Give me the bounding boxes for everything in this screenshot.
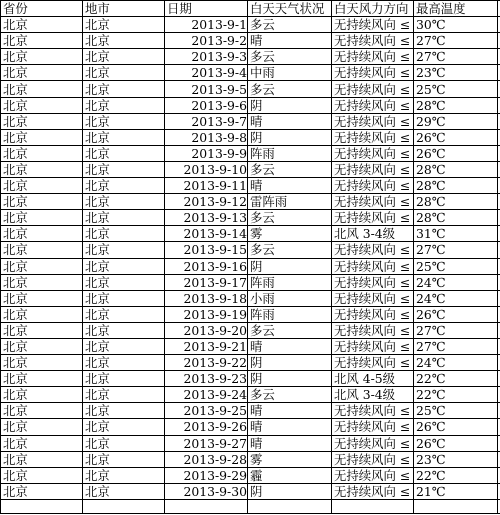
cell-date[interactable]: 2013-9-14 [165, 226, 248, 242]
cell-max-temp[interactable]: 25℃ [414, 403, 498, 419]
empty-cell[interactable] [83, 499, 165, 513]
cell-city[interactable]: 北京 [83, 178, 165, 194]
cell-max-temp[interactable]: 25℃ [414, 258, 498, 274]
cell-date[interactable]: 2013-9-18 [165, 290, 248, 306]
cell-province[interactable]: 北京 [1, 322, 83, 338]
cell-weather[interactable]: 晴 [248, 178, 332, 194]
cell-date[interactable]: 2013-9-29 [165, 467, 248, 483]
cell-wind[interactable]: 无持续风向 ≤ [332, 113, 414, 129]
cell-province[interactable]: 北京 [1, 226, 83, 242]
cell-province[interactable]: 北京 [1, 17, 83, 33]
cell-weather[interactable]: 多云 [248, 81, 332, 97]
cell-weather[interactable]: 多云 [248, 322, 332, 338]
header-row [1, 1, 500, 17]
cell-weather[interactable]: 阴 [248, 129, 332, 145]
cell-date[interactable]: 2013-9-23 [165, 371, 248, 387]
cell-max-temp[interactable]: 24℃ [414, 355, 498, 371]
cell-max-temp[interactable]: 22℃ [414, 387, 498, 403]
cell-wind[interactable]: 无持续风向 ≤ [332, 419, 414, 435]
cell-weather[interactable]: 多云 [248, 17, 332, 33]
table-row [1, 161, 500, 177]
cell-max-temp[interactable]: 23℃ [414, 65, 498, 81]
cell-date[interactable]: 2013-9-20 [165, 322, 248, 338]
cell-province[interactable]: 北京 [1, 403, 83, 419]
cell-weather[interactable]: 阵雨 [248, 274, 332, 290]
cell-date[interactable]: 2013-9-3 [165, 49, 248, 65]
cell-wind[interactable]: 无持续风向 ≤ [332, 161, 414, 177]
cell-weather[interactable]: 雷阵雨 [248, 194, 332, 210]
cell-city[interactable]: 北京 [83, 65, 165, 81]
cell-weather[interactable]: 晴 [248, 435, 332, 451]
cell-wind[interactable]: 无持续风向 ≤ [332, 290, 414, 306]
table-row [1, 81, 500, 97]
cell-city[interactable]: 北京 [83, 145, 165, 161]
cell-weather[interactable]: 阴 [248, 258, 332, 274]
cell-wind[interactable]: 无持续风向 ≤ [332, 435, 414, 451]
empty-cell[interactable] [248, 499, 332, 513]
cell-province[interactable]: 北京 [1, 483, 83, 499]
table-row [1, 467, 500, 483]
cell-wind[interactable]: 无持续风向 ≤ [332, 81, 414, 97]
cell-province[interactable]: 北京 [1, 371, 83, 387]
cell-date[interactable]: 2013-9-30 [165, 483, 248, 499]
table-row [1, 483, 500, 499]
cell-province[interactable]: 北京 [1, 49, 83, 65]
cell-wind[interactable]: 无持续风向 ≤ [332, 65, 414, 81]
cell-city[interactable]: 北京 [83, 371, 165, 387]
table-row [1, 49, 500, 65]
cell-city[interactable]: 北京 [83, 338, 165, 354]
cell-max-temp[interactable]: 26℃ [414, 145, 498, 161]
cell-wind[interactable]: 北风 3-4级 [332, 387, 414, 403]
table-row [1, 306, 500, 322]
cell-city[interactable]: 北京 [83, 242, 165, 258]
cell-city[interactable]: 北京 [83, 483, 165, 499]
empty-cell[interactable] [332, 499, 414, 513]
cell-wind[interactable]: 北风 3-4级 [332, 226, 414, 242]
cell-city[interactable]: 北京 [83, 419, 165, 435]
cell-date[interactable]: 2013-9-16 [165, 258, 248, 274]
cell-wind[interactable]: 无持续风向 ≤ [332, 483, 414, 499]
cell-wind[interactable]: 无持续风向 ≤ [332, 306, 414, 322]
cell-max-temp[interactable]: 24℃ [414, 274, 498, 290]
cell-province[interactable]: 北京 [1, 113, 83, 129]
cell-wind[interactable]: 无持续风向 ≤ [332, 355, 414, 371]
cell-max-temp[interactable]: 28℃ [414, 178, 498, 194]
cell-date[interactable]: 2013-9-28 [165, 451, 248, 467]
table-row [1, 274, 500, 290]
cell-max-temp[interactable]: 27℃ [414, 33, 498, 49]
cell-wind[interactable]: 无持续风向 ≤ [332, 145, 414, 161]
cell-weather[interactable]: 阵雨 [248, 306, 332, 322]
cell-province[interactable]: 北京 [1, 33, 83, 49]
cell-province[interactable]: 北京 [1, 194, 83, 210]
cell-wind[interactable]: 无持续风向 ≤ [332, 258, 414, 274]
cell-weather[interactable]: 多云 [248, 161, 332, 177]
cell-max-temp[interactable]: 26℃ [414, 306, 498, 322]
cell-max-temp[interactable]: 26℃ [414, 435, 498, 451]
table-row [1, 258, 500, 274]
table-row [1, 435, 500, 451]
table-row [1, 210, 500, 226]
cell-wind[interactable]: 无持续风向 ≤ [332, 97, 414, 113]
table-row [1, 113, 500, 129]
cell-province[interactable]: 北京 [1, 435, 83, 451]
cell-city[interactable]: 北京 [83, 387, 165, 403]
table-row [1, 419, 500, 435]
table-row [1, 338, 500, 354]
cell-weather[interactable]: 晴 [248, 113, 332, 129]
cell-city[interactable]: 北京 [83, 306, 165, 322]
cell-weather[interactable]: 阴 [248, 483, 332, 499]
cell-date[interactable]: 2013-9-13 [165, 210, 248, 226]
cell-wind[interactable]: 无持续风向 ≤ [332, 338, 414, 354]
cell-date[interactable]: 2013-9-2 [165, 33, 248, 49]
cell-date[interactable]: 2013-9-21 [165, 338, 248, 354]
table-row [1, 403, 500, 419]
header-cell-max-temp[interactable]: 最高温度 [414, 1, 498, 17]
cell-date[interactable]: 2013-9-19 [165, 306, 248, 322]
cell-date[interactable]: 2013-9-22 [165, 355, 248, 371]
cell-wind[interactable]: 无持续风向 ≤ [332, 451, 414, 467]
cell-weather[interactable]: 多云 [248, 387, 332, 403]
cell-wind[interactable]: 无持续风向 ≤ [332, 467, 414, 483]
cell-weather[interactable]: 多云 [248, 49, 332, 65]
cell-weather[interactable]: 阵雨 [248, 145, 332, 161]
cell-city[interactable]: 北京 [83, 17, 165, 33]
table-row [1, 322, 500, 338]
cell-date[interactable]: 2013-9-6 [165, 97, 248, 113]
cell-province[interactable]: 北京 [1, 451, 83, 467]
empty-cell[interactable] [165, 499, 248, 513]
cell-city[interactable]: 北京 [83, 129, 165, 145]
cell-city[interactable]: 北京 [83, 322, 165, 338]
cell-wind[interactable]: 无持续风向 ≤ [332, 178, 414, 194]
cell-province[interactable]: 北京 [1, 145, 83, 161]
cell-city[interactable]: 北京 [83, 194, 165, 210]
cell-date[interactable]: 2013-9-5 [165, 81, 248, 97]
cell-max-temp[interactable]: 28℃ [414, 194, 498, 210]
cell-city[interactable]: 北京 [83, 274, 165, 290]
cell-date[interactable]: 2013-9-1 [165, 17, 248, 33]
table-row [1, 290, 500, 306]
cell-province[interactable]: 北京 [1, 178, 83, 194]
cell-date[interactable]: 2013-9-17 [165, 274, 248, 290]
table-row [1, 65, 500, 81]
header-cell-weather[interactable]: 白天天气状况 [248, 1, 332, 17]
cell-date[interactable]: 2013-9-12 [165, 194, 248, 210]
cell-city[interactable]: 北京 [83, 290, 165, 306]
cell-city[interactable]: 北京 [83, 49, 165, 65]
table-row [1, 226, 500, 242]
cell-weather[interactable]: 中雨 [248, 65, 332, 81]
cell-max-temp[interactable]: 25℃ [414, 81, 498, 97]
cell-date[interactable]: 2013-9-4 [165, 65, 248, 81]
cell-date[interactable]: 2013-9-10 [165, 161, 248, 177]
cell-wind[interactable]: 无持续风向 ≤ [332, 17, 414, 33]
empty-row [1, 499, 500, 513]
table-row [1, 387, 500, 403]
cell-max-temp[interactable]: 31℃ [414, 226, 498, 242]
cell-max-temp[interactable]: 26℃ [414, 129, 498, 145]
header-cell-province[interactable]: 省份 [1, 1, 83, 17]
cell-wind[interactable]: 无持续风向 ≤ [332, 49, 414, 65]
cell-wind[interactable]: 北风 4-5级 [332, 371, 414, 387]
cell-date[interactable]: 2013-9-25 [165, 403, 248, 419]
cell-city[interactable]: 北京 [83, 81, 165, 97]
cell-province[interactable]: 北京 [1, 274, 83, 290]
cell-city[interactable]: 北京 [83, 226, 165, 242]
cell-city[interactable]: 北京 [83, 210, 165, 226]
cell-province[interactable]: 北京 [1, 129, 83, 145]
cell-wind[interactable]: 无持续风向 ≤ [332, 274, 414, 290]
cell-city[interactable]: 北京 [83, 355, 165, 371]
table-row [1, 33, 500, 49]
cell-weather[interactable]: 多云 [248, 210, 332, 226]
header-cell-date[interactable]: 日期 [165, 1, 248, 17]
cell-max-temp[interactable]: 23℃ [414, 451, 498, 467]
cell-province[interactable]: 北京 [1, 97, 83, 113]
cell-max-temp[interactable]: 26℃ [414, 419, 498, 435]
cell-date[interactable]: 2013-9-8 [165, 129, 248, 145]
empty-cell[interactable] [414, 499, 498, 513]
table-row [1, 194, 500, 210]
table-row [1, 129, 500, 145]
table-row [1, 355, 500, 371]
cell-max-temp[interactable]: 22℃ [414, 467, 498, 483]
cell-wind[interactable]: 无持续风向 ≤ [332, 210, 414, 226]
cell-weather[interactable]: 阴 [248, 97, 332, 113]
cell-wind[interactable]: 无持续风向 ≤ [332, 322, 414, 338]
cell-weather[interactable]: 多云 [248, 242, 332, 258]
cell-max-temp[interactable]: 29℃ [414, 113, 498, 129]
empty-cell[interactable] [1, 499, 83, 513]
cell-max-temp[interactable]: 21℃ [414, 483, 498, 499]
cell-wind[interactable]: 无持续风向 ≤ [332, 242, 414, 258]
cell-weather[interactable]: 雾 [248, 451, 332, 467]
cell-date[interactable]: 2013-9-15 [165, 242, 248, 258]
header-cell-city[interactable]: 地市 [83, 1, 165, 17]
cell-weather[interactable]: 小雨 [248, 290, 332, 306]
cell-max-temp[interactable]: 28℃ [414, 210, 498, 226]
cell-province[interactable]: 北京 [1, 65, 83, 81]
table-row [1, 451, 500, 467]
cell-province[interactable]: 北京 [1, 355, 83, 371]
table-row [1, 178, 500, 194]
cell-wind[interactable]: 无持续风向 ≤ [332, 403, 414, 419]
cell-max-temp[interactable]: 30℃ [414, 17, 498, 33]
cell-max-temp[interactable]: 27℃ [414, 338, 498, 354]
cell-date[interactable]: 2013-9-11 [165, 178, 248, 194]
cell-wind[interactable]: 无持续风向 ≤ [332, 33, 414, 49]
cell-province[interactable]: 北京 [1, 242, 83, 258]
table-body [1, 1, 500, 514]
cell-province[interactable]: 北京 [1, 387, 83, 403]
cell-date[interactable]: 2013-9-26 [165, 419, 248, 435]
cell-city[interactable]: 北京 [83, 258, 165, 274]
cell-max-temp[interactable]: 27℃ [414, 242, 498, 258]
cell-city[interactable]: 北京 [83, 467, 165, 483]
cell-city[interactable]: 北京 [83, 435, 165, 451]
cell-city[interactable]: 北京 [83, 451, 165, 467]
cell-city[interactable]: 北京 [83, 33, 165, 49]
cell-weather[interactable]: 阴 [248, 371, 332, 387]
table-row [1, 145, 500, 161]
header-cell-wind[interactable]: 白天风力方向 [332, 1, 414, 17]
cell-province[interactable]: 北京 [1, 467, 83, 483]
cell-weather[interactable]: 阴 [248, 355, 332, 371]
cell-max-temp[interactable]: 28℃ [414, 161, 498, 177]
cell-province[interactable]: 北京 [1, 306, 83, 322]
cell-max-temp[interactable]: 22℃ [414, 371, 498, 387]
cell-max-temp[interactable]: 28℃ [414, 97, 498, 113]
cell-max-temp[interactable]: 27℃ [414, 49, 498, 65]
cell-wind[interactable]: 无持续风向 ≤ [332, 194, 414, 210]
cell-weather[interactable]: 晴 [248, 338, 332, 354]
cell-province[interactable]: 北京 [1, 419, 83, 435]
cell-province[interactable]: 北京 [1, 161, 83, 177]
cell-wind[interactable]: 无持续风向 ≤ [332, 129, 414, 145]
cell-province[interactable]: 北京 [1, 290, 83, 306]
cell-date[interactable]: 2013-9-27 [165, 435, 248, 451]
cell-city[interactable]: 北京 [83, 403, 165, 419]
cell-date[interactable]: 2013-9-7 [165, 113, 248, 129]
cell-weather[interactable]: 晴 [248, 403, 332, 419]
cell-weather[interactable]: 霾 [248, 467, 332, 483]
cell-province[interactable]: 北京 [1, 258, 83, 274]
cell-weather[interactable]: 晴 [248, 419, 332, 435]
cell-province[interactable]: 北京 [1, 81, 83, 97]
cell-city[interactable]: 北京 [83, 97, 165, 113]
cell-date[interactable]: 2013-9-24 [165, 387, 248, 403]
table-row [1, 371, 500, 387]
cell-province[interactable]: 北京 [1, 210, 83, 226]
table-row [1, 97, 500, 113]
cell-max-temp[interactable]: 24℃ [414, 290, 498, 306]
cell-province[interactable]: 北京 [1, 338, 83, 354]
cell-weather[interactable]: 晴 [248, 33, 332, 49]
table-row [1, 17, 500, 33]
cell-weather[interactable]: 雾 [248, 226, 332, 242]
cell-city[interactable]: 北京 [83, 161, 165, 177]
cell-date[interactable]: 2013-9-9 [165, 145, 248, 161]
cell-city[interactable]: 北京 [83, 113, 165, 129]
cell-max-temp[interactable]: 27℃ [414, 322, 498, 338]
table-row [1, 242, 500, 258]
